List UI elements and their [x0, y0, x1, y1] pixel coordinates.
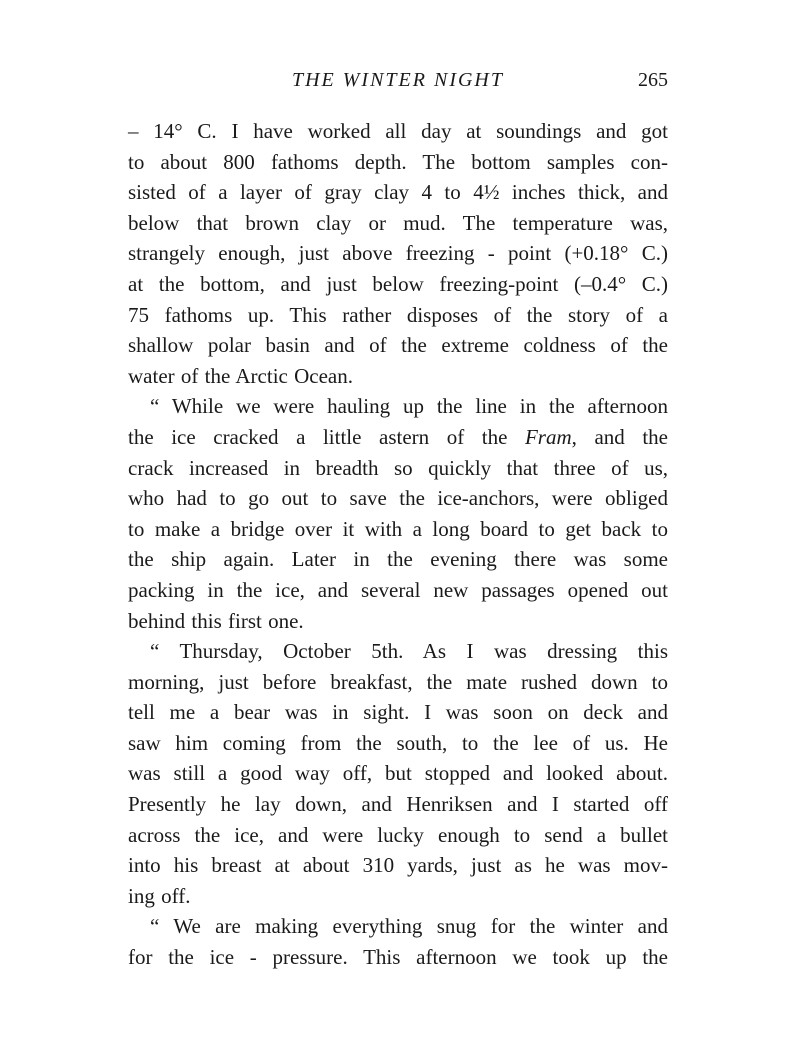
text-line: strangely enough, just above freezing - point (+0.18° C.): [128, 241, 668, 266]
text-line: shallow polar basin and of the extreme coldness of the: [128, 333, 668, 358]
text-line: who had to go out to save the ice-anchors, were obliged: [128, 486, 668, 511]
paragraph: [128, 391, 668, 636]
text-line: behind this first one.: [128, 608, 304, 633]
text-line: below that brown clay or mud. The temperature was,: [128, 210, 668, 235]
text-line: across the ice, and were lucky enough to send a bullet: [128, 822, 668, 847]
page-number: 265: [638, 69, 668, 91]
running-title: THE WINTER NIGHT: [291, 69, 504, 91]
text-line: sisted of a layer of gray clay 4 to 4½ inches thick, and: [128, 180, 668, 205]
text-line: – 14° C. I have worked all day at soundings and got: [128, 119, 668, 143]
text-line: saw him coming from the south, to the lee of us. He: [128, 730, 668, 755]
paragraph: [128, 116, 668, 391]
text-line: for the ice - pressure. This afternoon we took up the: [128, 945, 668, 970]
body-text: [128, 116, 668, 973]
text-line: 75 fathoms up. This rather disposes of the story of a: [128, 302, 668, 327]
text-line: crack increased in breadth so quickly that three of us,: [128, 455, 668, 480]
text-line: morning, just before breakfast, the mate rushed down to: [128, 669, 668, 694]
text-line: was still a good way off, but stopped and looked about.: [128, 761, 668, 786]
ship-name-italic: Fram: [524, 424, 572, 449]
text-line: to about 800 fathoms depth. The bottom samples con-: [128, 149, 668, 174]
text-line: “ We are making everything snug for the winter and: [150, 914, 668, 939]
text-line: packing in the ice, and several new passages opened out: [128, 577, 668, 602]
text-line: the ship again. Later in the evening there was some: [128, 547, 668, 572]
text-segment: the ice cracked a little astern of the: [128, 424, 525, 449]
text-line: “ While we were hauling up the line in the afternoon: [150, 394, 668, 419]
text-segment: , and the: [571, 424, 668, 449]
text-line: to make a bridge over it with a long board to get back to: [128, 516, 668, 541]
text-line: water of the Arctic Ocean.: [128, 363, 353, 388]
text-line: ing off.: [128, 883, 191, 908]
text-line: into his breast at about 310 yards, just as he was mov-: [128, 853, 668, 878]
text-line: “ Thursday, October 5th. As I was dressing this: [150, 639, 668, 664]
text-line: tell me a bear was in sight. I was soon on deck and: [128, 700, 668, 725]
running-head: [128, 66, 668, 94]
text-line-with-italic: [128, 422, 668, 453]
text-line: at the bottom, and just below freezing-point (–0.4° C.): [128, 271, 668, 296]
paragraph: [128, 636, 668, 911]
text-line: Presently he lay down, and Henriksen and I started off: [128, 792, 668, 817]
paragraph: [128, 911, 668, 972]
